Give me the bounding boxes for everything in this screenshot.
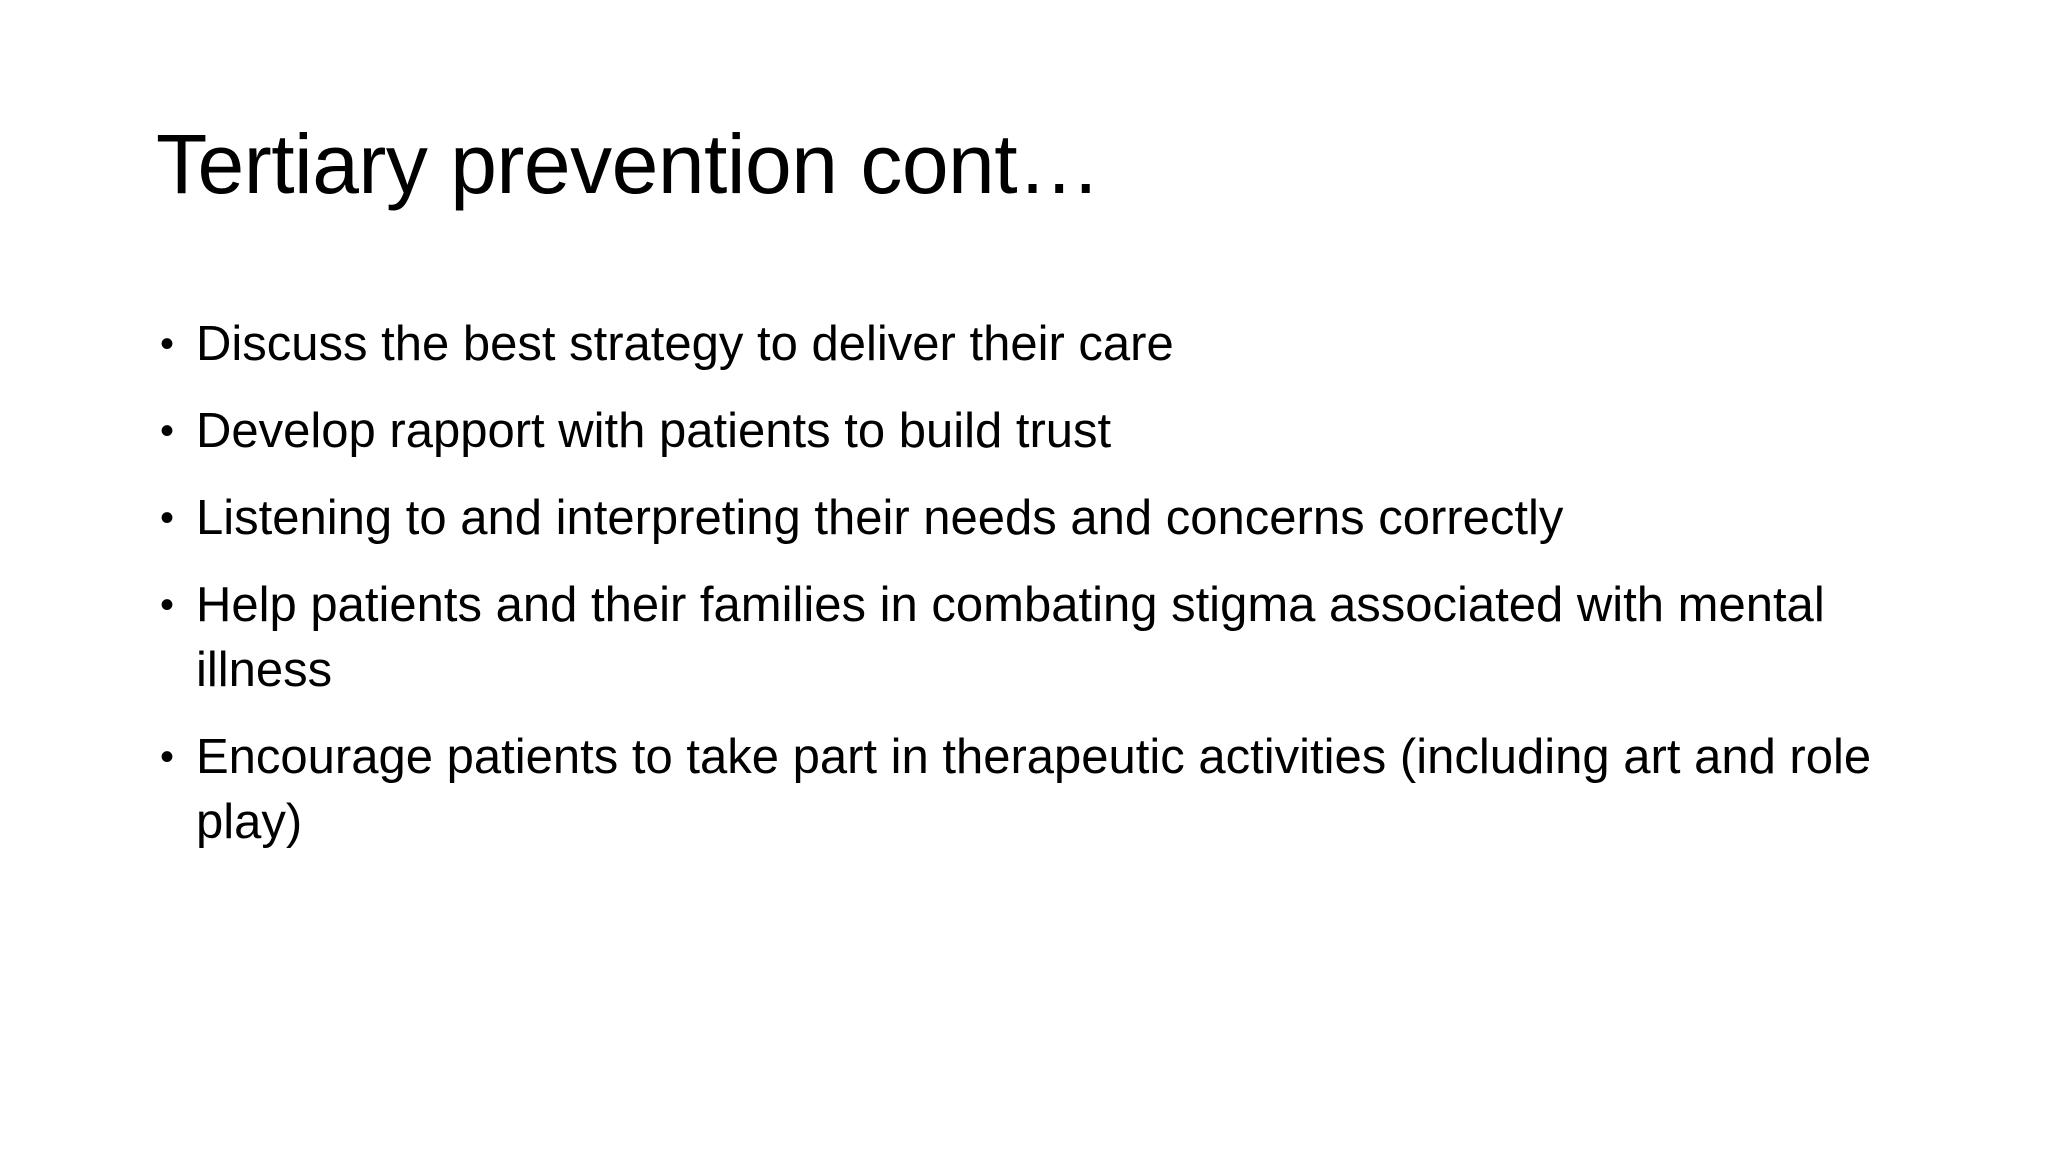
bullet-dot-icon: • — [160, 735, 175, 779]
bullet-list — [156, 312, 1956, 877]
bullet-dot-icon: • — [160, 409, 175, 453]
bullet-item — [156, 399, 1956, 464]
bullet-item — [156, 312, 1956, 377]
bullet-item — [156, 725, 1956, 855]
bullet-text: Discuss the best strategy to deliver their care — [196, 317, 1174, 371]
bullet-dot-icon: • — [160, 496, 175, 540]
bullet-item — [156, 486, 1956, 551]
bullet-text: Help patients and their families in combating stigma associated with mental illness — [196, 578, 1825, 697]
bullet-text: Listening to and interpreting their needs and concerns correctly — [196, 491, 1564, 545]
bullet-dot-icon: • — [160, 583, 175, 627]
bullet-dot-icon: • — [160, 322, 175, 366]
bullet-item — [156, 573, 1956, 703]
bullet-text: Encourage patients to take part in therapeutic activities (including art and role play) — [196, 730, 1872, 849]
slide-title: Tertiary prevention cont… — [156, 117, 1101, 211]
bullet-text: Develop rapport with patients to build trust — [196, 404, 1112, 458]
